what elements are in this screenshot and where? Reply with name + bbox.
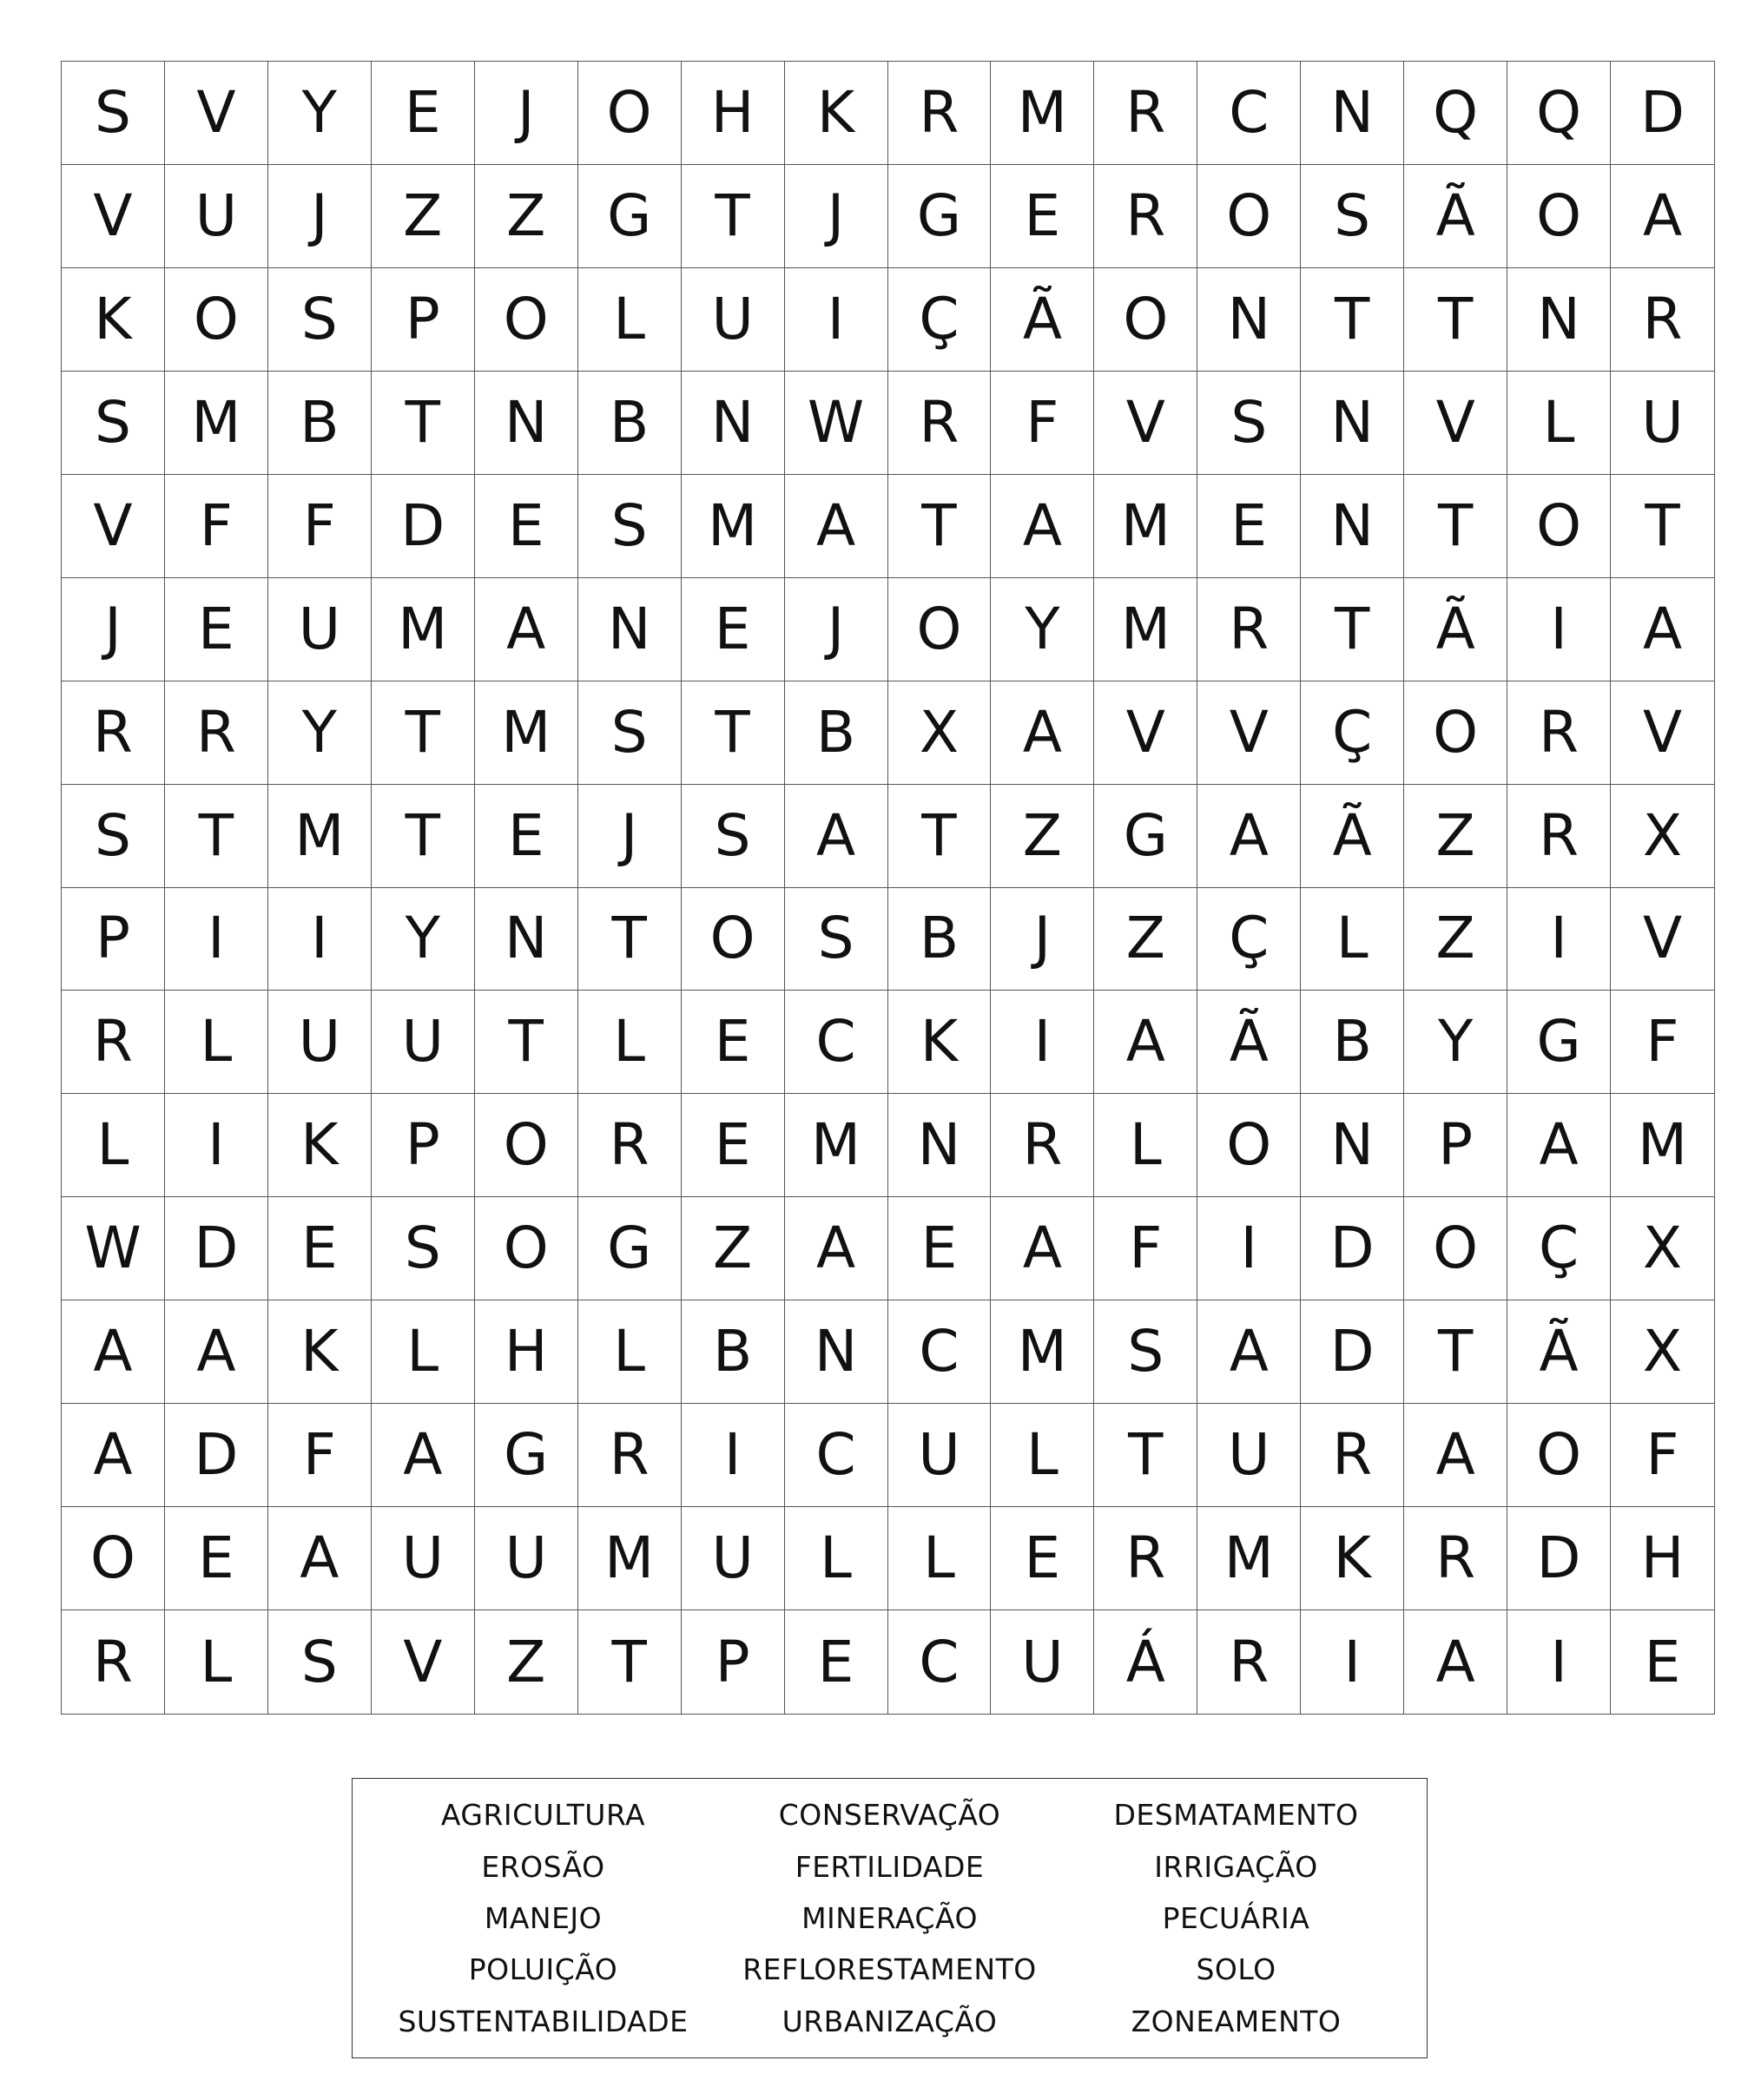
grid-cell[interactable]: T <box>1611 475 1714 578</box>
word-list-item: MINERAÇÃO <box>801 1900 978 1935</box>
grid-cell[interactable]: N <box>475 372 578 475</box>
grid-cell[interactable]: B <box>888 888 992 991</box>
grid-cell[interactable]: S <box>62 62 165 165</box>
grid-cell[interactable]: X <box>1611 1197 1714 1300</box>
grid-cell[interactable]: Q <box>1507 62 1611 165</box>
grid-cell[interactable]: M <box>268 785 372 888</box>
grid-cell[interactable]: C <box>888 1610 992 1714</box>
grid-cell[interactable]: F <box>165 475 268 578</box>
grid-cell[interactable]: R <box>1094 165 1197 268</box>
grid-cell[interactable]: Ç <box>888 268 992 372</box>
grid-cell[interactable]: M <box>1197 1507 1301 1610</box>
grid-cell[interactable]: I <box>785 268 888 372</box>
grid-cell[interactable]: D <box>372 475 475 578</box>
grid-cell[interactable]: J <box>62 578 165 681</box>
grid-cell[interactable]: A <box>62 1300 165 1404</box>
grid-cell[interactable]: D <box>1611 62 1714 165</box>
grid-cell[interactable]: E <box>1197 475 1301 578</box>
grid-cell[interactable]: B <box>785 681 888 785</box>
grid-cell[interactable]: B <box>1301 991 1404 1094</box>
grid-cell[interactable]: O <box>1404 1197 1507 1300</box>
grid-cell[interactable]: I <box>1507 578 1611 681</box>
word-list-item: EROSÃO <box>481 1849 605 1884</box>
grid-cell[interactable]: N <box>578 578 682 681</box>
grid-cell[interactable]: L <box>785 1507 888 1610</box>
grid-cell[interactable]: A <box>785 785 888 888</box>
grid-cell[interactable]: L <box>165 991 268 1094</box>
word-list <box>352 1778 1428 2058</box>
grid-cell[interactable]: Ç <box>1507 1197 1611 1300</box>
grid-cell[interactable]: Z <box>475 1610 578 1714</box>
grid-cell[interactable]: G <box>578 165 682 268</box>
grid-cell[interactable]: R <box>578 1404 682 1507</box>
grid-cell[interactable]: P <box>372 1094 475 1197</box>
grid-cell[interactable]: B <box>268 372 372 475</box>
grid-cell[interactable]: A <box>991 681 1094 785</box>
grid-cell[interactable]: R <box>1611 268 1714 372</box>
grid-cell[interactable]: A <box>372 1404 475 1507</box>
grid-cell[interactable]: K <box>268 1300 372 1404</box>
grid-cell[interactable]: C <box>785 991 888 1094</box>
grid-cell[interactable]: N <box>1507 268 1611 372</box>
grid-cell[interactable]: I <box>165 888 268 991</box>
grid-cell[interactable]: U <box>165 165 268 268</box>
grid-cell[interactable]: R <box>888 372 992 475</box>
grid-cell[interactable]: M <box>785 1094 888 1197</box>
grid-cell[interactable]: E <box>682 578 785 681</box>
grid-cell[interactable]: K <box>888 991 992 1094</box>
grid-cell[interactable]: O <box>165 268 268 372</box>
grid-cell[interactable]: I <box>1301 1610 1404 1714</box>
grid-cell[interactable]: X <box>1611 1300 1714 1404</box>
word-list-item: FERTILIDADE <box>795 1849 985 1884</box>
grid-cell[interactable]: Z <box>372 165 475 268</box>
grid-cell[interactable]: T <box>682 681 785 785</box>
grid-cell[interactable]: L <box>1507 372 1611 475</box>
grid-cell[interactable]: S <box>1094 1300 1197 1404</box>
grid-cell[interactable]: M <box>991 1300 1094 1404</box>
grid-cell[interactable]: Ã <box>1301 785 1404 888</box>
grid-cell[interactable]: D <box>1301 1197 1404 1300</box>
grid-cell[interactable]: R <box>1507 785 1611 888</box>
grid-cell[interactable]: E <box>785 1610 888 1714</box>
grid-cell[interactable]: K <box>268 1094 372 1197</box>
grid-cell[interactable]: E <box>165 578 268 681</box>
grid-cell[interactable]: J <box>475 62 578 165</box>
grid-cell[interactable]: T <box>1301 578 1404 681</box>
grid-cell[interactable]: R <box>991 1094 1094 1197</box>
grid-cell[interactable]: E <box>165 1507 268 1610</box>
grid-cell[interactable]: V <box>1611 681 1714 785</box>
grid-cell[interactable]: L <box>62 1094 165 1197</box>
letter-grid <box>61 61 1715 1715</box>
grid-cell[interactable]: M <box>578 1507 682 1610</box>
grid-cell[interactable]: U <box>372 1507 475 1610</box>
grid-cell[interactable]: L <box>1094 1094 1197 1197</box>
grid-cell[interactable]: V <box>62 475 165 578</box>
grid-cell[interactable]: L <box>578 1300 682 1404</box>
grid-cell[interactable]: E <box>991 165 1094 268</box>
grid-cell[interactable]: R <box>888 62 992 165</box>
grid-cell[interactable]: R <box>1094 62 1197 165</box>
grid-cell[interactable]: N <box>1301 372 1404 475</box>
grid-cell[interactable]: N <box>785 1300 888 1404</box>
grid-cell[interactable]: N <box>1301 62 1404 165</box>
grid-cell[interactable]: P <box>682 1610 785 1714</box>
grid-cell[interactable]: I <box>268 888 372 991</box>
grid-cell[interactable]: T <box>372 681 475 785</box>
grid-cell[interactable]: T <box>1094 1404 1197 1507</box>
grid-cell[interactable]: N <box>1197 268 1301 372</box>
grid-cell[interactable]: E <box>991 1507 1094 1610</box>
grid-cell[interactable]: R <box>1197 578 1301 681</box>
grid-cell[interactable]: S <box>578 475 682 578</box>
grid-cell[interactable]: M <box>475 681 578 785</box>
grid-cell[interactable]: R <box>1404 1507 1507 1610</box>
grid-cell[interactable]: A <box>1197 1300 1301 1404</box>
grid-cell[interactable]: O <box>1507 165 1611 268</box>
grid-cell[interactable]: H <box>1611 1507 1714 1610</box>
grid-cell[interactable]: U <box>1197 1404 1301 1507</box>
grid-cell[interactable]: E <box>682 1094 785 1197</box>
grid-cell[interactable]: D <box>165 1404 268 1507</box>
grid-cell[interactable]: R <box>165 681 268 785</box>
grid-cell[interactable]: N <box>475 888 578 991</box>
grid-cell[interactable]: R <box>62 991 165 1094</box>
grid-cell[interactable]: B <box>682 1300 785 1404</box>
grid-cell[interactable]: I <box>682 1404 785 1507</box>
grid-cell[interactable]: Z <box>682 1197 785 1300</box>
grid-cell[interactable]: B <box>578 372 682 475</box>
grid-cell[interactable]: V <box>1094 681 1197 785</box>
grid-cell[interactable]: M <box>372 578 475 681</box>
grid-cell[interactable]: Y <box>268 62 372 165</box>
grid-cell[interactable]: U <box>888 1404 992 1507</box>
grid-cell[interactable]: K <box>62 268 165 372</box>
grid-cell[interactable]: T <box>682 165 785 268</box>
grid-cell[interactable]: H <box>682 62 785 165</box>
grid-cell[interactable]: T <box>1301 268 1404 372</box>
grid-cell[interactable]: F <box>1611 1404 1714 1507</box>
grid-cell[interactable]: Z <box>991 785 1094 888</box>
grid-cell[interactable]: F <box>1094 1197 1197 1300</box>
word-list-item: MANEJO <box>484 1900 603 1935</box>
grid-cell[interactable]: W <box>785 372 888 475</box>
grid-cell[interactable]: Z <box>1404 888 1507 991</box>
grid-cell[interactable]: T <box>1404 268 1507 372</box>
grid-cell[interactable]: M <box>165 372 268 475</box>
grid-cell[interactable]: G <box>475 1404 578 1507</box>
grid-cell[interactable]: L <box>578 268 682 372</box>
grid-cell[interactable]: A <box>1094 991 1197 1094</box>
word-list-item: REFLORESTAMENTO <box>742 1952 1037 1987</box>
grid-cell[interactable]: E <box>1644 1628 1681 1695</box>
grid-cell[interactable]: V <box>1404 372 1507 475</box>
grid-cell[interactable]: G <box>1094 785 1197 888</box>
grid-cell[interactable]: Ç <box>1301 681 1404 785</box>
grid-cell[interactable]: R <box>1301 1404 1404 1507</box>
grid-cell[interactable]: F <box>268 475 372 578</box>
grid-cell[interactable]: Y <box>991 578 1094 681</box>
grid-cell[interactable]: U <box>372 991 475 1094</box>
grid-cell[interactable]: O <box>1197 1094 1301 1197</box>
grid-cell[interactable]: P <box>372 268 475 372</box>
grid-cell[interactable]: K <box>1301 1507 1404 1610</box>
grid-cell[interactable]: A <box>991 1197 1094 1300</box>
grid-cell[interactable]: O <box>475 1197 578 1300</box>
grid-cell[interactable]: N <box>682 372 785 475</box>
grid-cell[interactable]: A <box>268 1507 372 1610</box>
grid-cell[interactable]: K <box>785 62 888 165</box>
grid-cell[interactable]: S <box>372 1197 475 1300</box>
grid-cell[interactable]: A <box>1404 1404 1507 1507</box>
grid-cell[interactable]: C <box>888 1300 992 1404</box>
grid-cell[interactable]: N <box>1301 1094 1404 1197</box>
grid-cell[interactable]: Z <box>475 165 578 268</box>
grid-cell[interactable]: L <box>165 1610 268 1714</box>
grid-cell[interactable]: Ã <box>1404 165 1507 268</box>
grid-cell[interactable]: A <box>475 578 578 681</box>
grid-cell[interactable]: Á <box>1094 1610 1197 1714</box>
word-list-item: DESMATAMENTO <box>1113 1798 1359 1833</box>
grid-cell[interactable]: O <box>1404 681 1507 785</box>
grid-cell[interactable]: A <box>991 475 1094 578</box>
grid-cell[interactable]: R <box>62 681 165 785</box>
grid-cell[interactable]: I <box>1507 888 1611 991</box>
word-list-item: PECUÁRIA <box>1162 1900 1310 1935</box>
grid-cell[interactable]: L <box>888 1507 992 1610</box>
grid-cell[interactable]: L <box>578 991 682 1094</box>
grid-cell[interactable]: C <box>1197 62 1301 165</box>
grid-cell[interactable]: U <box>475 1507 578 1610</box>
grid-cell[interactable]: N <box>888 1094 992 1197</box>
grid-cell[interactable]: V <box>1197 681 1301 785</box>
grid-cell[interactable]: J <box>991 888 1094 991</box>
grid-cell[interactable]: A <box>1507 1094 1611 1197</box>
grid-cell[interactable]: M <box>991 62 1094 165</box>
grid-cell[interactable]: A <box>1611 165 1714 268</box>
grid-cell[interactable]: R <box>1094 1507 1197 1610</box>
grid-cell[interactable]: E <box>888 1197 992 1300</box>
grid-cell[interactable]: U <box>268 578 372 681</box>
grid-cell[interactable]: J <box>268 165 372 268</box>
grid-cell[interactable]: E <box>682 991 785 1094</box>
grid-cell[interactable]: Y <box>372 888 475 991</box>
grid-cell[interactable]: V <box>165 62 268 165</box>
grid-cell[interactable]: M <box>682 475 785 578</box>
grid-cell[interactable]: Ã <box>991 268 1094 372</box>
grid-cell[interactable]: A <box>785 475 888 578</box>
grid-cell[interactable]: I <box>1197 1197 1301 1300</box>
grid-cell[interactable]: U <box>682 1507 785 1610</box>
grid-cell[interactable]: P <box>1404 1094 1507 1197</box>
grid-cell[interactable]: N <box>1301 475 1404 578</box>
grid-cell[interactable]: T <box>1404 475 1507 578</box>
grid-cell[interactable]: O <box>888 578 992 681</box>
grid-cell[interactable]: I <box>991 991 1094 1094</box>
word-list-item: CONSERVAÇÃO <box>778 1798 1001 1833</box>
grid-cell[interactable]: S <box>268 1610 372 1714</box>
grid-cell[interactable]: R <box>1197 1610 1301 1714</box>
grid-cell[interactable]: Ã <box>1507 1300 1611 1404</box>
grid-cell[interactable]: Q <box>1404 62 1507 165</box>
grid-cell[interactable]: U <box>268 991 372 1094</box>
grid-cell[interactable]: T <box>888 475 992 578</box>
grid-cell[interactable]: P <box>62 888 165 991</box>
grid-cell[interactable]: D <box>1507 1507 1611 1610</box>
grid-cell[interactable]: V <box>1611 888 1714 991</box>
grid-cell[interactable]: G <box>888 165 992 268</box>
grid-cell[interactable]: Ç <box>1197 888 1301 991</box>
grid-cell[interactable]: F <box>268 1404 372 1507</box>
grid-cell[interactable]: O <box>1197 165 1301 268</box>
grid-cell[interactable]: R <box>1507 681 1611 785</box>
grid-cell[interactable]: G <box>1507 991 1611 1094</box>
grid-cell[interactable]: T <box>578 1610 682 1714</box>
grid-cell[interactable]: T <box>475 991 578 1094</box>
grid-cell[interactable]: X <box>888 681 992 785</box>
grid-cell[interactable]: I <box>1507 1610 1611 1714</box>
grid-cell[interactable]: T <box>1404 1300 1507 1404</box>
grid-cell[interactable]: O <box>62 1507 165 1610</box>
grid-cell[interactable]: D <box>165 1197 268 1300</box>
grid-cell[interactable]: E <box>268 1197 372 1300</box>
grid-cell[interactable]: C <box>785 1404 888 1507</box>
grid-cell[interactable]: J <box>785 578 888 681</box>
word-list-item: AGRICULTURA <box>440 1798 646 1833</box>
grid-cell[interactable]: U <box>682 268 785 372</box>
grid-cell[interactable]: T <box>372 785 475 888</box>
grid-cell[interactable]: M <box>1094 578 1197 681</box>
grid-cell[interactable]: V <box>62 165 165 268</box>
word-list-item: URBANIZAÇÃO <box>782 2004 998 2038</box>
grid-cell[interactable]: S <box>785 888 888 991</box>
grid-cell[interactable]: A <box>1197 785 1301 888</box>
word-list-item: IRRIGAÇÃO <box>1154 1849 1318 1884</box>
grid-cell[interactable]: A <box>785 1197 888 1300</box>
grid-cell[interactable]: O <box>682 888 785 991</box>
grid-cell[interactable]: M <box>1611 1094 1714 1197</box>
grid-cell[interactable]: H <box>475 1300 578 1404</box>
grid-cell[interactable]: S <box>682 785 785 888</box>
grid-cell[interactable]: S <box>578 681 682 785</box>
grid-cell[interactable]: D <box>1301 1300 1404 1404</box>
grid-cell[interactable]: E <box>475 475 578 578</box>
grid-cell[interactable]: U <box>1611 372 1714 475</box>
grid-cell[interactable]: Z <box>1094 888 1197 991</box>
grid-cell[interactable]: O <box>578 62 682 165</box>
grid-cell[interactable]: O <box>1094 268 1197 372</box>
grid-cell[interactable]: J <box>785 165 888 268</box>
grid-cell[interactable]: V <box>1094 372 1197 475</box>
grid-cell[interactable]: R <box>62 1610 165 1714</box>
grid-cell[interactable]: I <box>165 1094 268 1197</box>
grid-cell[interactable]: S <box>1197 372 1301 475</box>
grid-cell[interactable]: Y <box>268 681 372 785</box>
grid-cell[interactable]: F <box>1611 991 1714 1094</box>
grid-cell[interactable]: S <box>268 268 372 372</box>
grid-cell[interactable]: G <box>578 1197 682 1300</box>
grid-cell[interactable]: A <box>1611 578 1714 681</box>
grid-cell[interactable]: O <box>475 1094 578 1197</box>
grid-cell[interactable]: R <box>578 1094 682 1197</box>
word-list-item: POLUIÇÃO <box>468 1952 618 1987</box>
grid-cell[interactable]: E <box>372 62 475 165</box>
grid-cell[interactable]: O <box>475 268 578 372</box>
grid-cell[interactable]: S <box>1301 165 1404 268</box>
grid-cell[interactable]: E <box>475 785 578 888</box>
grid-cell[interactable]: V <box>372 1610 475 1714</box>
grid-cell[interactable]: T <box>888 785 992 888</box>
grid-cell[interactable]: F <box>991 372 1094 475</box>
grid-cell[interactable]: Ã <box>1197 991 1301 1094</box>
grid-cell[interactable]: S <box>62 372 165 475</box>
word-list-item: SOLO <box>1196 1952 1276 1987</box>
grid-cell[interactable]: W <box>62 1197 165 1300</box>
word-list-item: ZONEAMENTO <box>1131 2004 1342 2038</box>
grid-cell[interactable]: S <box>62 785 165 888</box>
grid-cell[interactable]: Z <box>1404 785 1507 888</box>
grid-cell[interactable]: T <box>165 785 268 888</box>
grid-cell[interactable]: O <box>1507 475 1611 578</box>
grid-cell[interactable]: L <box>1301 888 1404 991</box>
word-list-item: SUSTENTABILIDADE <box>398 2004 689 2038</box>
grid-cell[interactable]: L <box>372 1300 475 1404</box>
grid-cell[interactable]: Y <box>1404 991 1507 1094</box>
grid-cell[interactable]: A <box>62 1404 165 1507</box>
grid-cell[interactable]: A <box>1404 1610 1507 1714</box>
grid-cell[interactable]: L <box>991 1404 1094 1507</box>
grid-cell[interactable]: T <box>578 888 682 991</box>
grid-cell[interactable]: O <box>1507 1404 1611 1507</box>
grid-cell[interactable]: U <box>991 1610 1094 1714</box>
grid-cell[interactable]: T <box>372 372 475 475</box>
grid-cell[interactable]: X <box>1611 785 1714 888</box>
grid-cell[interactable]: J <box>578 785 682 888</box>
grid-cell[interactable]: A <box>165 1300 268 1404</box>
grid-cell[interactable]: Ã <box>1404 578 1507 681</box>
grid-cell[interactable]: M <box>1094 475 1197 578</box>
